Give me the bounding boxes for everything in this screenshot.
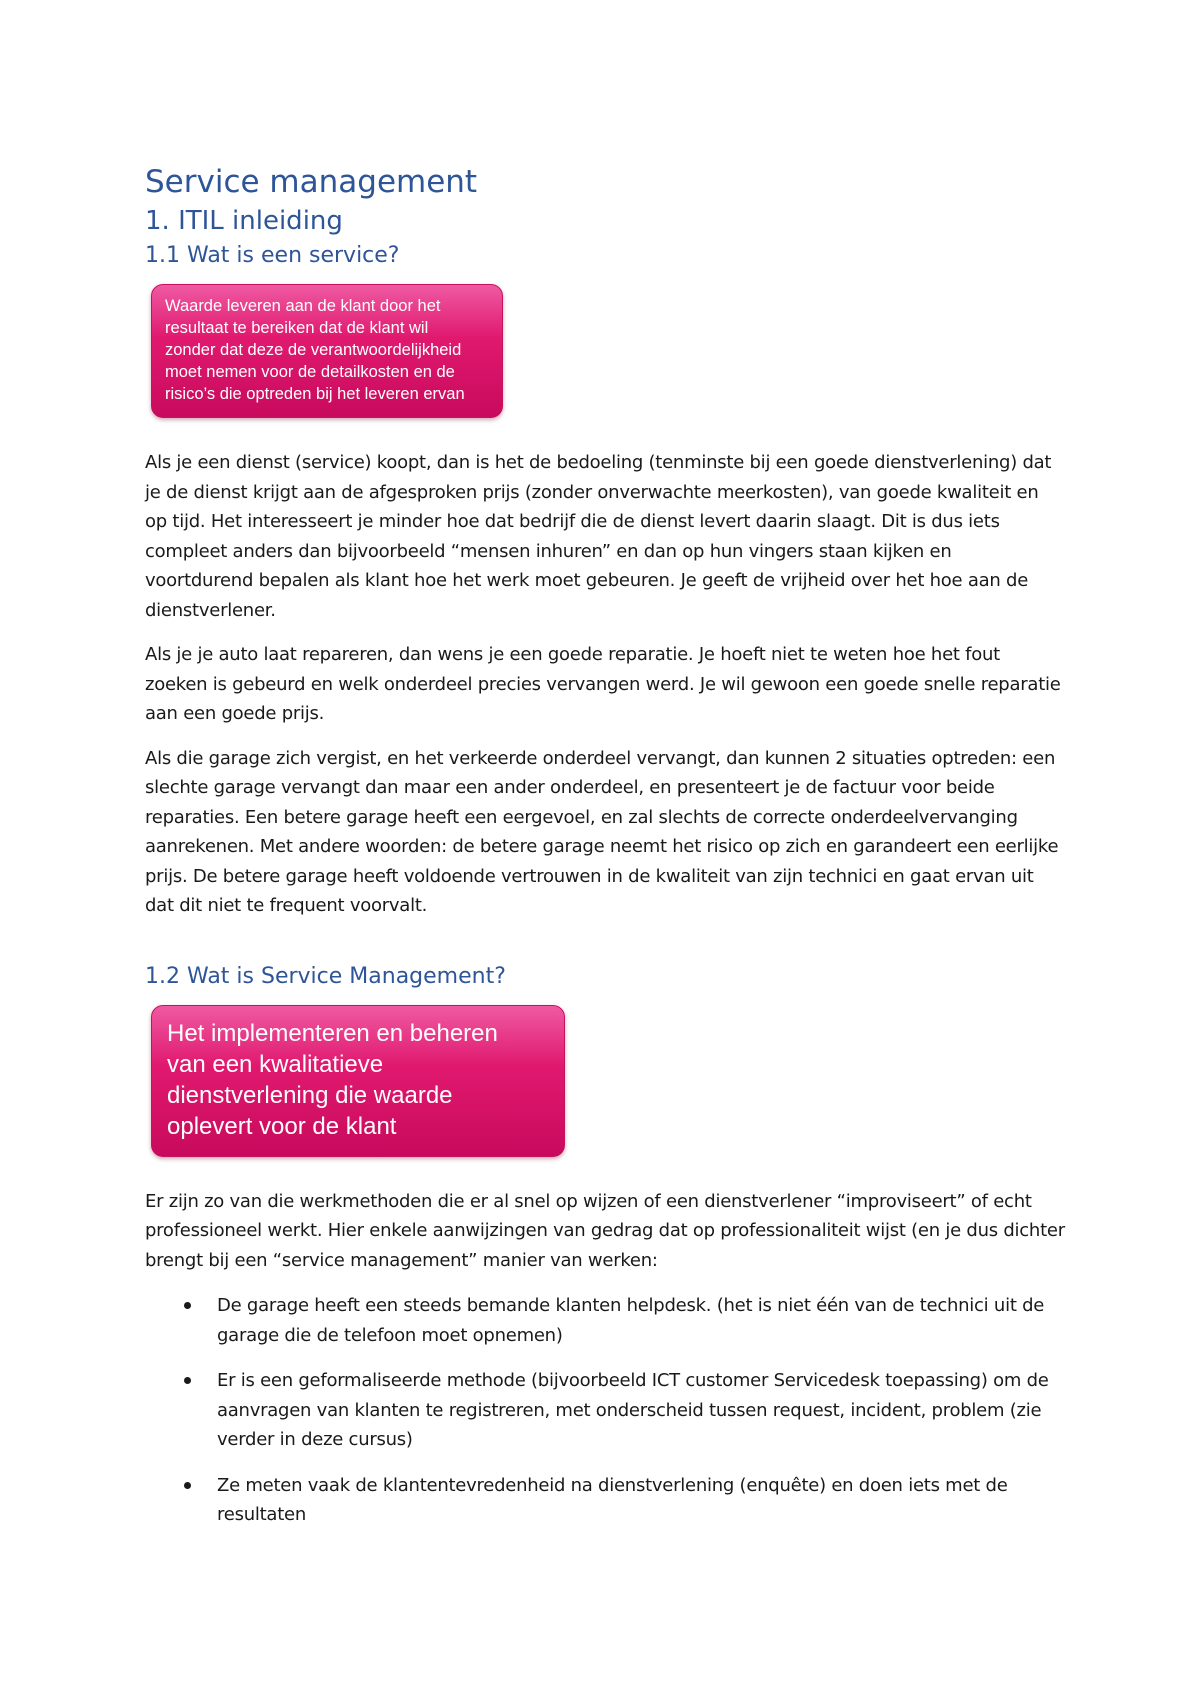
chapter-heading: 1. ITIL inleiding — [145, 206, 343, 236]
callout-line: risico’s die optreden bij het leveren ervan — [165, 385, 465, 403]
callout-line: moet nemen voor de detailkosten en de — [165, 363, 455, 381]
list-item-text: Ze meten vaak de klantentevredenheid na dienstverlening (enquête) en doen iets met de resultaten — [217, 1474, 1008, 1525]
document-content — [145, 162, 1065, 1546]
bullet-list — [145, 1291, 1065, 1530]
callout-line: dienstverlening die waarde — [167, 1081, 453, 1109]
body-paragraph: Er zijn zo van die werkmethoden die er al snel op wijzen of een dienstverlener “improviseert” of echt professioneel werkt. Hier enkele aanwijzingen van gedrag dat op professionaliteit wijst (en je dus dichter brengt bij een “service management” manier van werken: — [145, 1190, 1065, 1271]
body-paragraph: Als je een dienst (service) koopt, dan is het de bedoeling (tenminste bij een goede dienstverlening) dat je de dienst krijgt aan de afgesproken prijs (zonder onverwachte meerkosten), van goede kwaliteit en op tijd. Het interesseert je minder hoe dat bedrijf die de dienst levert daarin slaagt. Dit is dus iets compleet anders dan bijvoorbeeld “mensen inhuren” en dan op hun vingers staan kijken en voortdurend bepalen als klant hoe het werk moet gebeuren. Je geeft de vrijheid over het hoe aan de dienstverlener. — [145, 452, 1052, 621]
list-item — [145, 1291, 1065, 1350]
bullet-icon — [184, 1377, 191, 1384]
body-paragraph: Als die garage zich vergist, en het verkeerde onderdeel vervangt, dan kunnen 2 situaties optreden: een slechte garage vervangt dan maar een ander onderdeel, en presenteert je de factuur voor beide reparaties. Een betere garage heeft een eergevoel, en zal slechts de correcte onderdeelvervanging aanrekenen. Met andere woorden: de betere garage neemt het risico op zich en garandeert een eerlijke prijs. De betere garage heeft voldoende vertrouwen in de kwaliteit van zijn technici en gaat ervan uit dat dit niet te frequent voorvalt. — [145, 747, 1059, 916]
callout-line: resultaat te bereiken dat de klant wil — [165, 319, 429, 337]
definition-callout-service — [151, 284, 503, 418]
bullet-icon — [184, 1482, 191, 1489]
callout-line: van een kwalitatieve — [167, 1050, 384, 1078]
callout-line: Waarde leveren aan de klant door het — [165, 297, 441, 315]
section-heading-1-2: 1.2 Wat is Service Management? — [145, 963, 506, 989]
list-item-text: Er is een geformaliseerde methode (bijvoorbeeld ICT customer Servicedesk toepassing) om de aanvragen van klanten te registreren, met onderscheid tussen request, incident, problem (zie verder in deze cursus) — [217, 1370, 1049, 1450]
body-paragraph: Als je je auto laat repareren, dan wens je een goede reparatie. Je hoeft niet te weten hoe het fout zoeken is gebeurd en welk onderdeel precies vervangen werd. Je wil gewoon een goede snelle reparatie aan een goede prijs. — [145, 644, 1061, 724]
section-heading-1-1: 1.1 Wat is een service? — [145, 243, 400, 268]
list-item — [145, 1471, 1065, 1530]
list-item-text: De garage heeft een steeds bemande klanten helpdesk. (het is niet één van de technici uit de garage die de telefoon moet opnemen) — [217, 1295, 1045, 1346]
bullet-icon — [184, 1302, 191, 1309]
document-title: Service management — [145, 164, 478, 200]
callout-line: oplevert voor de klant — [167, 1112, 397, 1140]
callout-line: zonder dat deze de verantwoordelijkheid — [165, 341, 462, 359]
callout-line: Het implementeren en beheren — [167, 1019, 498, 1047]
list-item — [145, 1366, 1065, 1455]
definition-callout-service-management — [151, 1005, 565, 1157]
